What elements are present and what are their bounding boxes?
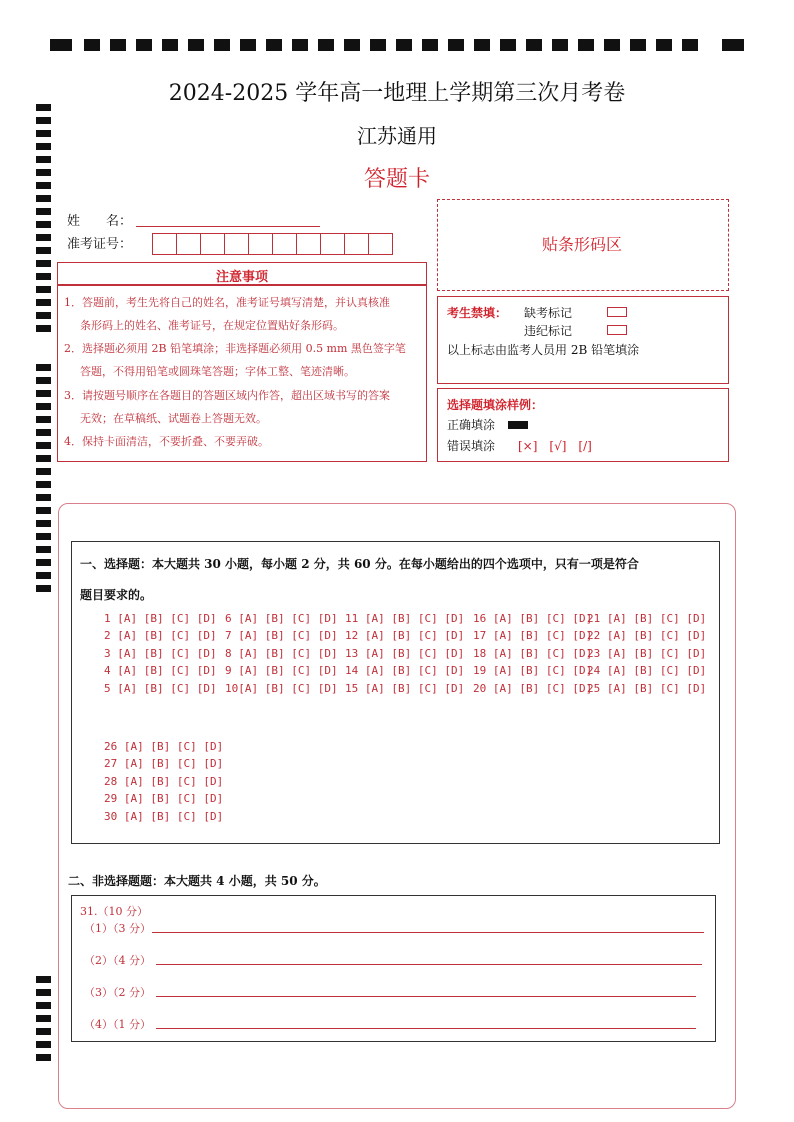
timing-mark [630, 39, 646, 51]
answer-line[interactable] [156, 1028, 696, 1029]
notice-line: 答题，不得用铅笔或圆珠笔答题；字体工整、笔迹清晰。 [80, 365, 355, 378]
choice-item[interactable]: 5 [A] [B] [C] [D] [104, 682, 217, 695]
violation-mark-box[interactable] [607, 325, 627, 335]
ban-label: 考生禁填： [447, 306, 508, 320]
sample-label: 选择题填涂样例： [447, 398, 544, 412]
choice-item[interactable]: 21 [A] [B] [C] [D] [587, 612, 707, 625]
id-digit-box[interactable] [153, 233, 177, 255]
choice-item[interactable]: 11 [A] [B] [C] [D] [345, 612, 465, 625]
timing-mark [36, 1015, 51, 1022]
card-title: 答题卡 [363, 167, 430, 192]
choice-item[interactable]: 17 [A] [B] [C] [D] [473, 629, 593, 642]
notice-line: 3．请按题号顺序在各题目的答题区域内作答，超出区域书写的答案 [64, 389, 390, 402]
timing-mark [36, 494, 51, 501]
timing-mark [36, 989, 51, 996]
timing-mark [318, 39, 334, 51]
timing-mark [36, 403, 51, 410]
timing-mark [722, 39, 744, 51]
notice-line: 1．答题前，考生先将自己的姓名，准考证号填写清楚，并认真核准 [64, 296, 390, 309]
timing-mark [240, 39, 256, 51]
id-digit-box[interactable] [177, 233, 201, 255]
id-number-field[interactable] [152, 233, 393, 255]
timing-mark [36, 390, 51, 397]
name-field[interactable] [136, 226, 320, 227]
ban-note: 以上标志由监考人员用 2B 铅笔填涂 [447, 343, 640, 357]
choice-item[interactable]: 6 [A] [B] [C] [D] [225, 612, 338, 625]
timing-mark [110, 39, 126, 51]
timing-mark [36, 195, 51, 202]
choice-item[interactable]: 14 [A] [B] [C] [D] [345, 664, 465, 677]
choice-item[interactable]: 16 [A] [B] [C] [D] [473, 612, 593, 625]
timing-mark [552, 39, 568, 51]
timing-mark [604, 39, 620, 51]
timing-mark [36, 286, 51, 293]
timing-mark [36, 325, 51, 332]
timing-mark [292, 39, 308, 51]
choice-item[interactable]: 25 [A] [B] [C] [D] [587, 682, 707, 695]
choice-item[interactable]: 27 [A] [B] [C] [D] [104, 757, 224, 770]
timing-mark [36, 1028, 51, 1035]
part-label: （2）（4 分） [84, 954, 151, 967]
wrong-fill-samples: [×] [√] [/] [518, 439, 592, 453]
non-choice-heading: 二、非选择题题：本大题共 4 小题，共 50 分。 [68, 874, 326, 888]
choice-item[interactable]: 29 [A] [B] [C] [D] [104, 792, 224, 805]
choice-item[interactable]: 23 [A] [B] [C] [D] [587, 647, 707, 660]
choice-item[interactable]: 28 [A] [B] [C] [D] [104, 775, 224, 788]
answer-line[interactable] [152, 932, 704, 933]
timing-mark [162, 39, 178, 51]
id-label: 准考证号： [67, 237, 133, 252]
timing-mark [422, 39, 438, 51]
timing-mark [36, 572, 51, 579]
timing-mark [36, 273, 51, 280]
notice-line: 2．选择题必须用 2B 铅笔填涂；非选择题必须用 0.5 mm 黑色签字笔 [64, 342, 406, 355]
correct-label: 正确填涂 [447, 418, 496, 432]
timing-mark [36, 364, 51, 371]
violation-label: 违纪标记 [524, 324, 573, 338]
timing-mark [36, 546, 51, 553]
timing-mark [36, 247, 51, 254]
part-label: （1）（3 分） [84, 922, 151, 935]
choice-item[interactable]: 19 [A] [B] [C] [D] [473, 664, 593, 677]
timing-mark [36, 442, 51, 449]
timing-mark [36, 377, 51, 384]
id-digit-box[interactable] [201, 233, 225, 255]
choice-item[interactable]: 1 [A] [B] [C] [D] [104, 612, 217, 625]
timing-mark [36, 221, 51, 228]
id-digit-box[interactable] [249, 233, 273, 255]
choice-item[interactable]: 12 [A] [B] [C] [D] [345, 629, 465, 642]
timing-mark [682, 39, 698, 51]
notice-title: 注意事项 [215, 270, 268, 285]
timing-mark [36, 299, 51, 306]
choice-heading-line2: 题目要求的。 [80, 588, 153, 602]
absent-mark-box[interactable] [607, 307, 627, 317]
choice-item[interactable]: 26 [A] [B] [C] [D] [104, 740, 224, 753]
id-digit-box[interactable] [273, 233, 297, 255]
choice-heading-line1: 一、选择题：本大题共 30 小题，每小题 2 分，共 60 分。在每小题给出的四个选项中，只有一项是符合 [80, 557, 639, 571]
timing-mark [36, 533, 51, 540]
timing-mark [396, 39, 412, 51]
question-31-label: 31.（10 分） [80, 905, 148, 918]
timing-mark [36, 312, 51, 319]
timing-mark [36, 429, 51, 436]
answer-line[interactable] [156, 996, 696, 997]
timing-mark [474, 39, 490, 51]
choice-item[interactable]: 24 [A] [B] [C] [D] [587, 664, 707, 677]
choice-item[interactable]: 18 [A] [B] [C] [D] [473, 647, 593, 660]
id-digit-box[interactable] [345, 233, 369, 255]
timing-mark [188, 39, 204, 51]
timing-mark [448, 39, 464, 51]
part-label: （4）（1 分） [84, 1018, 151, 1031]
timing-mark [578, 39, 594, 51]
timing-mark [36, 976, 51, 983]
choice-item[interactable]: 2 [A] [B] [C] [D] [104, 629, 217, 642]
timing-mark [214, 39, 230, 51]
id-digit-box[interactable] [225, 233, 249, 255]
choice-item[interactable]: 10[A] [B] [C] [D] [225, 682, 338, 695]
notice-line: 4．保持卡面清洁，不要折叠、不要弄破。 [64, 435, 269, 448]
id-digit-box[interactable] [369, 233, 393, 255]
timing-mark [36, 559, 51, 566]
part-label: （3）（2 分） [84, 986, 151, 999]
timing-mark [136, 39, 152, 51]
choice-item[interactable]: 22 [A] [B] [C] [D] [587, 629, 707, 642]
timing-mark [526, 39, 542, 51]
timing-mark [370, 39, 386, 51]
timing-mark [36, 1002, 51, 1009]
answer-line[interactable] [156, 964, 702, 965]
barcode-label: 贴条形码区 [541, 235, 622, 254]
notice-line: 无效；在草稿纸、试题卷上答题无效。 [80, 412, 267, 425]
name-label: 姓 名： [67, 214, 133, 229]
timing-mark [36, 520, 51, 527]
timing-mark [266, 39, 282, 51]
choice-item[interactable]: 7 [A] [B] [C] [D] [225, 629, 338, 642]
exam-title: 2024-2025 学年高一地理上学期第三次月考卷 [168, 81, 626, 106]
exam-region: 江苏通用 [357, 124, 437, 148]
question-31-box [71, 895, 716, 1042]
timing-mark [36, 481, 51, 488]
choice-item[interactable]: 3 [A] [B] [C] [D] [104, 647, 217, 660]
choice-item[interactable]: 4 [A] [B] [C] [D] [104, 664, 217, 677]
timing-mark [36, 585, 51, 592]
timing-mark [36, 234, 51, 241]
timing-mark [36, 1054, 51, 1061]
timing-mark [656, 39, 672, 51]
choice-item[interactable]: 20 [A] [B] [C] [D] [473, 682, 593, 695]
timing-mark [36, 455, 51, 462]
timing-mark [50, 39, 72, 51]
wrong-label: 错误填涂 [447, 439, 496, 453]
timing-mark [500, 39, 516, 51]
id-digit-box[interactable] [297, 233, 321, 255]
timing-mark [36, 260, 51, 267]
choice-item[interactable]: 9 [A] [B] [C] [D] [225, 664, 338, 677]
timing-mark [36, 416, 51, 423]
choice-item[interactable]: 15 [A] [B] [C] [D] [345, 682, 465, 695]
notice-line: 条形码上的姓名、准考证号，在规定位置贴好条形码。 [80, 319, 344, 332]
timing-mark [344, 39, 360, 51]
correct-fill-sample [508, 421, 528, 429]
choice-item[interactable]: 13 [A] [B] [C] [D] [345, 647, 465, 660]
timing-mark [84, 39, 100, 51]
timing-mark [36, 208, 51, 215]
absent-label: 缺考标记 [524, 306, 573, 320]
choice-item[interactable]: 8 [A] [B] [C] [D] [225, 647, 338, 660]
timing-mark [36, 507, 51, 514]
id-digit-box[interactable] [321, 233, 345, 255]
timing-mark [36, 1041, 51, 1048]
timing-mark [36, 468, 51, 475]
choice-item[interactable]: 30 [A] [B] [C] [D] [104, 810, 224, 823]
